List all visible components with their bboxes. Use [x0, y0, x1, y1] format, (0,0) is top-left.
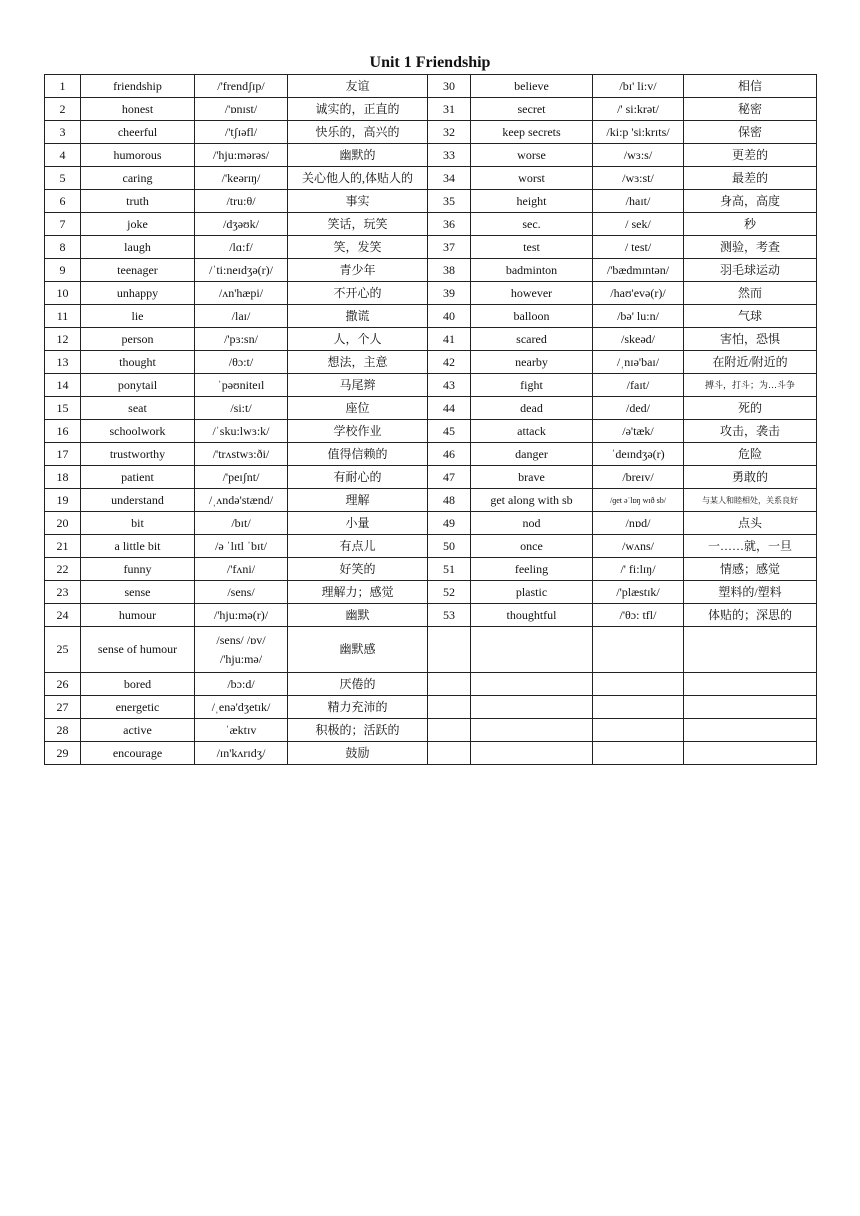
entry-word: thought	[81, 351, 195, 374]
entry-meaning	[684, 696, 817, 719]
entry-word: balloon	[471, 305, 593, 328]
entry-meaning: 事实	[288, 190, 428, 213]
entry-meaning: 秒	[684, 213, 817, 236]
entry-word: nearby	[471, 351, 593, 374]
entry-word: humour	[81, 604, 195, 627]
entry-number: 38	[428, 259, 471, 282]
table-row	[45, 443, 817, 466]
entry-meaning	[684, 719, 817, 742]
entry-phonetic: /'hju:mə(r)/	[195, 604, 288, 627]
entry-meaning: 秘密	[684, 98, 817, 121]
entry-phonetic: /laɪ/	[195, 305, 288, 328]
entry-meaning: 快乐的，高兴的	[288, 121, 428, 144]
entry-number: 19	[45, 489, 81, 512]
entry-number: 10	[45, 282, 81, 305]
table-row	[45, 535, 817, 558]
entry-meaning: 勇敢的	[684, 466, 817, 489]
entry-meaning: 一……就，一旦	[684, 535, 817, 558]
table-row	[45, 581, 817, 604]
table-row	[45, 167, 817, 190]
entry-phonetic: /'plæstɪk/	[593, 581, 684, 604]
entry-number: 36	[428, 213, 471, 236]
entry-word: understand	[81, 489, 195, 512]
entry-number: 42	[428, 351, 471, 374]
entry-word: danger	[471, 443, 593, 466]
entry-meaning: 学校作业	[288, 420, 428, 443]
entry-word: unhappy	[81, 282, 195, 305]
entry-meaning: 不开心的	[288, 282, 428, 305]
entry-word: person	[81, 328, 195, 351]
entry-phonetic: /dʒəʊk/	[195, 213, 288, 236]
entry-word: trustworthy	[81, 443, 195, 466]
entry-number: 41	[428, 328, 471, 351]
table-row	[45, 673, 817, 696]
vocabulary-table	[44, 74, 817, 765]
table-row	[45, 236, 817, 259]
entry-number: 22	[45, 558, 81, 581]
entry-phonetic: /haʊ'evə(r)/	[593, 282, 684, 305]
entry-number: 37	[428, 236, 471, 259]
entry-phonetic: /bɪ' li:v/	[593, 75, 684, 98]
table-row	[45, 213, 817, 236]
entry-phonetic: /wɜ:s/	[593, 144, 684, 167]
entry-phonetic	[593, 742, 684, 765]
entry-number: 12	[45, 328, 81, 351]
table-row	[45, 190, 817, 213]
entry-phonetic: /bə' lu:n/	[593, 305, 684, 328]
table-row	[45, 98, 817, 121]
entry-phonetic	[593, 719, 684, 742]
entry-phonetic: /'peɪʃnt/	[195, 466, 288, 489]
entry-phonetic: /ʌn'hæpi/	[195, 282, 288, 305]
entry-phonetic: /' fi:lɪŋ/	[593, 558, 684, 581]
entry-phonetic: /ˌʌndə'stænd/	[195, 489, 288, 512]
entry-word: humorous	[81, 144, 195, 167]
entry-meaning: 关心他人的,体贴人的	[288, 167, 428, 190]
entry-meaning: 保密	[684, 121, 817, 144]
entry-number: 27	[45, 696, 81, 719]
entry-word: worse	[471, 144, 593, 167]
entry-meaning: 体贴的；深思的	[684, 604, 817, 627]
table-row	[45, 397, 817, 420]
table-row	[45, 512, 817, 535]
entry-phonetic: /ə'tæk/	[593, 420, 684, 443]
entry-meaning: 厌倦的	[288, 673, 428, 696]
entry-phonetic: ˈdeɪndʒə(r)	[593, 443, 684, 466]
table-row	[45, 121, 817, 144]
entry-number: 21	[45, 535, 81, 558]
entry-phonetic: /ˌnɪə'baɪ/	[593, 351, 684, 374]
entry-meaning: 害怕，恐惧	[684, 328, 817, 351]
entry-meaning	[684, 627, 817, 673]
entry-number: 29	[45, 742, 81, 765]
entry-meaning: 马尾辫	[288, 374, 428, 397]
entry-number: 14	[45, 374, 81, 397]
entry-number: 15	[45, 397, 81, 420]
entry-phonetic: /'ɒnɪst/	[195, 98, 288, 121]
entry-word: get along with sb	[471, 489, 593, 512]
entry-number: 23	[45, 581, 81, 604]
entry-number: 8	[45, 236, 81, 259]
entry-meaning: 幽默感	[288, 627, 428, 673]
entry-word: brave	[471, 466, 593, 489]
entry-word: however	[471, 282, 593, 305]
entry-meaning: 积极的；活跃的	[288, 719, 428, 742]
entry-meaning: 点头	[684, 512, 817, 535]
entry-phonetic: /ded/	[593, 397, 684, 420]
entry-number: 32	[428, 121, 471, 144]
entry-meaning: 羽毛球运动	[684, 259, 817, 282]
entry-meaning: 理解力；感觉	[288, 581, 428, 604]
entry-phonetic: ˈpəʊniteɪl	[195, 374, 288, 397]
entry-word: nod	[471, 512, 593, 535]
entry-number: 25	[45, 627, 81, 673]
entry-word: ponytail	[81, 374, 195, 397]
entry-phonetic: /sens/ /ɒv/ /'hju:mə/	[195, 627, 288, 673]
entry-phonetic: /'fʌni/	[195, 558, 288, 581]
entry-word: truth	[81, 190, 195, 213]
entry-meaning: 座位	[288, 397, 428, 420]
table-row	[45, 75, 817, 98]
entry-phonetic: /'tʃɪəfl/	[195, 121, 288, 144]
entry-number: 18	[45, 466, 81, 489]
table-row	[45, 328, 817, 351]
entry-word: encourage	[81, 742, 195, 765]
entry-word: schoolwork	[81, 420, 195, 443]
entry-meaning: 幽默的	[288, 144, 428, 167]
entry-number: 17	[45, 443, 81, 466]
entry-number: 3	[45, 121, 81, 144]
entry-phonetic: /bɔ:d/	[195, 673, 288, 696]
entry-number: 33	[428, 144, 471, 167]
entry-number: 26	[45, 673, 81, 696]
entry-word: active	[81, 719, 195, 742]
table-row	[45, 466, 817, 489]
entry-phonetic	[593, 627, 684, 673]
entry-meaning: 有耐心的	[288, 466, 428, 489]
entry-number: 6	[45, 190, 81, 213]
entry-meaning: 精力充沛的	[288, 696, 428, 719]
entry-phonetic	[593, 696, 684, 719]
vocabulary-table-body	[45, 75, 817, 765]
entry-phonetic: /'pɜ:sn/	[195, 328, 288, 351]
entry-word: bit	[81, 512, 195, 535]
entry-word: sense	[81, 581, 195, 604]
entry-phonetic: /si:t/	[195, 397, 288, 420]
entry-word: funny	[81, 558, 195, 581]
entry-number	[428, 742, 471, 765]
entry-phonetic: /'bædmɪntən/	[593, 259, 684, 282]
entry-number: 28	[45, 719, 81, 742]
entry-number: 13	[45, 351, 81, 374]
entry-meaning: 塑料的/塑料	[684, 581, 817, 604]
entry-meaning: 情感；感觉	[684, 558, 817, 581]
entry-meaning: 最差的	[684, 167, 817, 190]
entry-meaning: 鼓励	[288, 742, 428, 765]
entry-number	[428, 627, 471, 673]
entry-number: 16	[45, 420, 81, 443]
entry-phonetic: /'keərɪŋ/	[195, 167, 288, 190]
entry-phonetic: /haɪt/	[593, 190, 684, 213]
table-row	[45, 305, 817, 328]
entry-word	[471, 673, 593, 696]
entry-number: 46	[428, 443, 471, 466]
entry-word: cheerful	[81, 121, 195, 144]
entry-meaning: 危险	[684, 443, 817, 466]
entry-meaning: 幽默	[288, 604, 428, 627]
entry-phonetic: /breɪv/	[593, 466, 684, 489]
entry-word: dead	[471, 397, 593, 420]
table-row	[45, 259, 817, 282]
entry-word: keep secrets	[471, 121, 593, 144]
entry-phonetic: /'θɔ: tfl/	[593, 604, 684, 627]
entry-number: 45	[428, 420, 471, 443]
entry-meaning: 在附近/附近的	[684, 351, 817, 374]
entry-word: energetic	[81, 696, 195, 719]
entry-phonetic: ˈæktɪv	[195, 719, 288, 742]
entry-word: sense of humour	[81, 627, 195, 673]
table-row	[45, 696, 817, 719]
entry-phonetic: /ˈti:neɪdʒə(r)/	[195, 259, 288, 282]
entry-number	[428, 696, 471, 719]
table-row	[45, 144, 817, 167]
entry-number: 51	[428, 558, 471, 581]
entry-phonetic: /'frendʃɪp/	[195, 75, 288, 98]
entry-number: 2	[45, 98, 81, 121]
entry-word: worst	[471, 167, 593, 190]
entry-phonetic: /wʌns/	[593, 535, 684, 558]
entry-number: 30	[428, 75, 471, 98]
entry-meaning: 身高，高度	[684, 190, 817, 213]
entry-phonetic: /ə ˈlɪtl ˈbɪt/	[195, 535, 288, 558]
entry-meaning: 青少年	[288, 259, 428, 282]
entry-number: 47	[428, 466, 471, 489]
entry-meaning: 更差的	[684, 144, 817, 167]
entry-meaning: 搏斗，打斗；为…斗争	[684, 374, 817, 397]
entry-meaning: 诚实的，正直的	[288, 98, 428, 121]
table-row	[45, 282, 817, 305]
entry-number: 39	[428, 282, 471, 305]
table-row	[45, 351, 817, 374]
entry-number: 35	[428, 190, 471, 213]
entry-word: sec.	[471, 213, 593, 236]
entry-number: 48	[428, 489, 471, 512]
entry-meaning: 值得信赖的	[288, 443, 428, 466]
entry-number: 11	[45, 305, 81, 328]
entry-number: 49	[428, 512, 471, 535]
entry-word: plastic	[471, 581, 593, 604]
entry-number: 9	[45, 259, 81, 282]
entry-phonetic: / sek/	[593, 213, 684, 236]
entry-word: badminton	[471, 259, 593, 282]
table-row	[45, 558, 817, 581]
entry-number	[428, 673, 471, 696]
entry-phonetic: /ɪn'kʌrɪdʒ/	[195, 742, 288, 765]
entry-meaning: 好笑的	[288, 558, 428, 581]
entry-word: attack	[471, 420, 593, 443]
entry-word: laugh	[81, 236, 195, 259]
entry-word: thoughtful	[471, 604, 593, 627]
entry-phonetic: / test/	[593, 236, 684, 259]
entry-word: teenager	[81, 259, 195, 282]
entry-number: 34	[428, 167, 471, 190]
entry-meaning: 人，个人	[288, 328, 428, 351]
entry-number: 40	[428, 305, 471, 328]
entry-meaning: 然而	[684, 282, 817, 305]
entry-number: 44	[428, 397, 471, 420]
entry-number: 1	[45, 75, 81, 98]
page-title: Unit 1 Friendship	[369, 54, 491, 71]
entry-meaning: 想法，主意	[288, 351, 428, 374]
entry-word: lie	[81, 305, 195, 328]
entry-phonetic: /wɜ:st/	[593, 167, 684, 190]
entry-word: scared	[471, 328, 593, 351]
entry-word: patient	[81, 466, 195, 489]
entry-meaning: 友谊	[288, 75, 428, 98]
entry-word: seat	[81, 397, 195, 420]
entry-number: 43	[428, 374, 471, 397]
entry-number: 5	[45, 167, 81, 190]
entry-phonetic	[593, 673, 684, 696]
entry-meaning: 笑话，玩笑	[288, 213, 428, 236]
entry-meaning: 有点儿	[288, 535, 428, 558]
table-row	[45, 374, 817, 397]
table-row	[45, 742, 817, 765]
entry-word: test	[471, 236, 593, 259]
entry-meaning	[684, 673, 817, 696]
entry-meaning: 笑，发笑	[288, 236, 428, 259]
entry-phonetic: /skeəd/	[593, 328, 684, 351]
entry-word	[471, 627, 593, 673]
entry-word: feeling	[471, 558, 593, 581]
entry-number: 50	[428, 535, 471, 558]
entry-number	[428, 719, 471, 742]
entry-phonetic: /'hju:mərəs/	[195, 144, 288, 167]
entry-phonetic: /lɑ:f/	[195, 236, 288, 259]
entry-phonetic: /'trʌstwɜ:ði/	[195, 443, 288, 466]
entry-word: height	[471, 190, 593, 213]
entry-meaning	[684, 742, 817, 765]
entry-word	[471, 719, 593, 742]
entry-word	[471, 742, 593, 765]
entry-phonetic: /faɪt/	[593, 374, 684, 397]
entry-phonetic: /bɪt/	[195, 512, 288, 535]
entry-phonetic: /sens/	[195, 581, 288, 604]
entry-number: 52	[428, 581, 471, 604]
table-row	[45, 420, 817, 443]
entry-number: 20	[45, 512, 81, 535]
entry-word: secret	[471, 98, 593, 121]
entry-number: 31	[428, 98, 471, 121]
entry-word: a little bit	[81, 535, 195, 558]
entry-meaning: 相信	[684, 75, 817, 98]
table-row	[45, 719, 817, 742]
table-row	[45, 489, 817, 512]
entry-meaning: 小量	[288, 512, 428, 535]
entry-number: 24	[45, 604, 81, 627]
entry-meaning: 撒谎	[288, 305, 428, 328]
entry-number: 7	[45, 213, 81, 236]
entry-word	[471, 696, 593, 719]
entry-word: honest	[81, 98, 195, 121]
entry-word: friendship	[81, 75, 195, 98]
entry-phonetic: /ɡet əˈlɒŋ wɪð sb/	[593, 489, 684, 512]
entry-phonetic: /nɒd/	[593, 512, 684, 535]
entry-word: fight	[471, 374, 593, 397]
entry-word: caring	[81, 167, 195, 190]
entry-word: bored	[81, 673, 195, 696]
entry-phonetic: /ˌenə'dʒetɪk/	[195, 696, 288, 719]
table-row	[45, 604, 817, 627]
entry-meaning: 气球	[684, 305, 817, 328]
entry-phonetic: /ˈsku:lwɜ:k/	[195, 420, 288, 443]
entry-word: believe	[471, 75, 593, 98]
entry-meaning: 测验，考查	[684, 236, 817, 259]
entry-word: once	[471, 535, 593, 558]
entry-phonetic: /θɔ:t/	[195, 351, 288, 374]
entry-meaning: 死的	[684, 397, 817, 420]
entry-phonetic: /' si:krət/	[593, 98, 684, 121]
entry-word: joke	[81, 213, 195, 236]
entry-number: 4	[45, 144, 81, 167]
entry-meaning: 攻击，袭击	[684, 420, 817, 443]
entry-phonetic: /tru:θ/	[195, 190, 288, 213]
table-row	[45, 627, 817, 673]
entry-meaning: 与某人和睦相处，关系良好	[684, 489, 817, 512]
entry-number: 53	[428, 604, 471, 627]
entry-phonetic: /ki:p 'si:krɪts/	[593, 121, 684, 144]
entry-meaning: 理解	[288, 489, 428, 512]
